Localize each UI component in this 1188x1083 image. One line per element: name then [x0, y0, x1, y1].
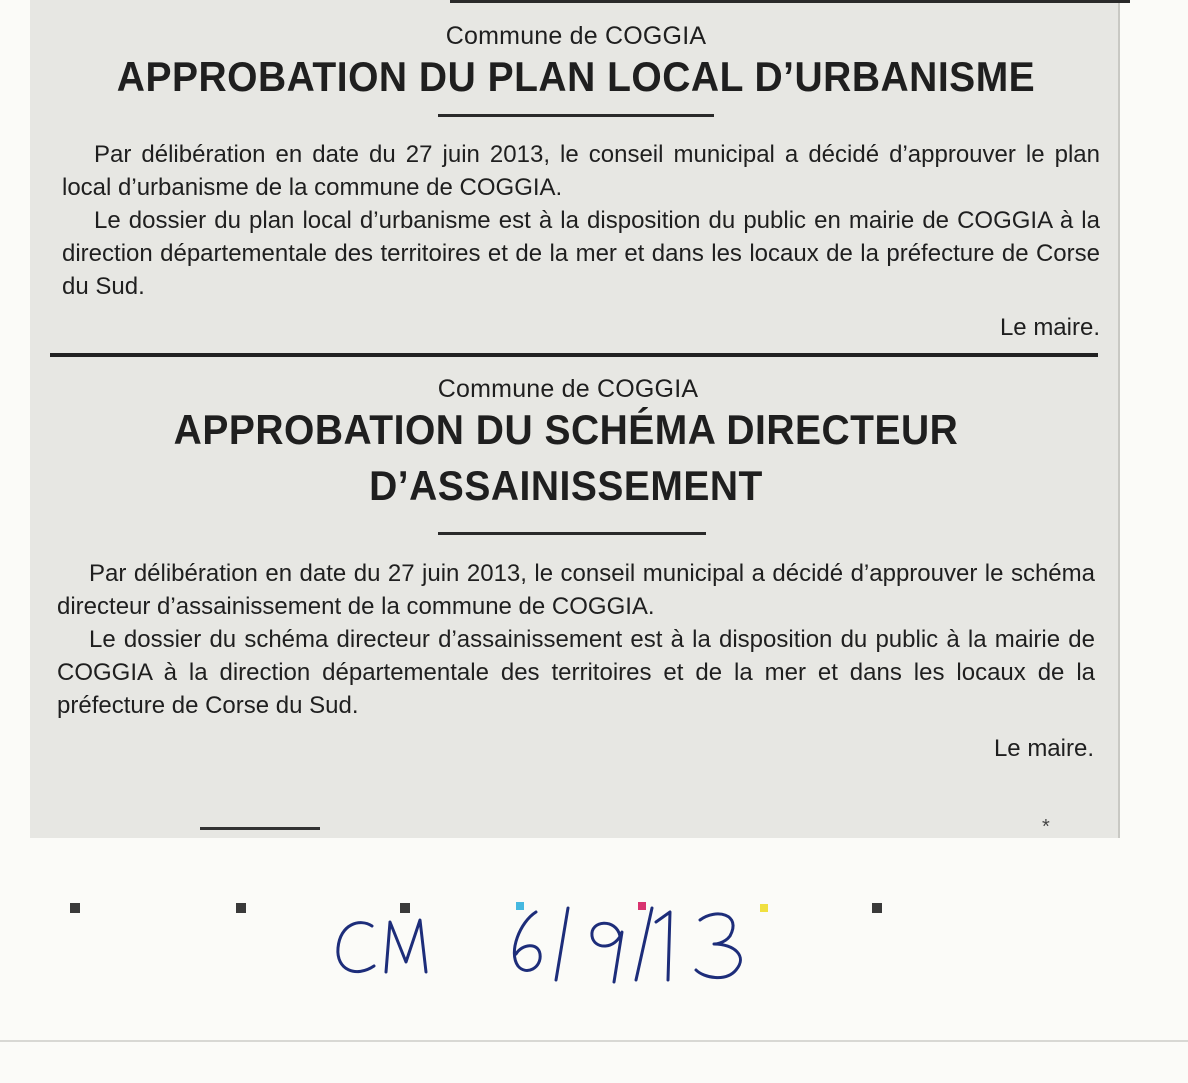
page-edge	[0, 1040, 1188, 1042]
notice-headline: APPROBATION DU PLAN LOCAL D’URBANISME	[116, 54, 1036, 101]
notice-headline-line-2: D’ASSAINISSEMENT	[369, 463, 763, 510]
bottom-rule	[200, 827, 320, 830]
crop-mark	[236, 903, 246, 913]
notice-paragraph: Par délibération en date du 27 juin 2013, le conseil municipal a décidé d’approuver le schéma directeur d’assainissement de la commune de COGGIA.	[57, 560, 1095, 620]
crop-mark	[872, 903, 882, 913]
notice-schema	[52, 355, 1100, 775]
stray-mark: *	[1042, 816, 1050, 838]
notice-commune: Commune de COGGIA	[445, 22, 707, 50]
notice-headline-line-1: APPROBATION DU SCHÉMA DIRECTEUR	[173, 407, 959, 454]
notice-paragraph: Le dossier du plan local d’urbanisme est à la disposition du public en mairie de COGGIA à la direction départementale des territoires et de la mer et dans les locaux de la préfecture de Corse du Sud.	[62, 207, 1100, 300]
notice-signature: Le maire.	[993, 735, 1094, 762]
notice-signature: Le maire.	[999, 314, 1100, 341]
headline-rule	[438, 114, 714, 117]
headline-rule	[438, 532, 706, 535]
notice-plu	[52, 0, 1100, 350]
notice-commune: Commune de COGGIA	[437, 375, 699, 403]
notice-paragraph: Le dossier du schéma directeur d’assainissement est à la disposition du public à la mairie de COGGIA à la direction départementale des territoires et de la mer et dans les locaux de la préfecture de Corse du Sud.	[57, 626, 1095, 719]
handwritten-annotation	[330, 892, 790, 992]
crop-mark	[70, 903, 80, 913]
notice-paragraph: Par délibération en date du 27 juin 2013, le conseil municipal a décidé d’approuver le plan local d’urbanisme de la commune de COGGIA.	[62, 141, 1100, 201]
